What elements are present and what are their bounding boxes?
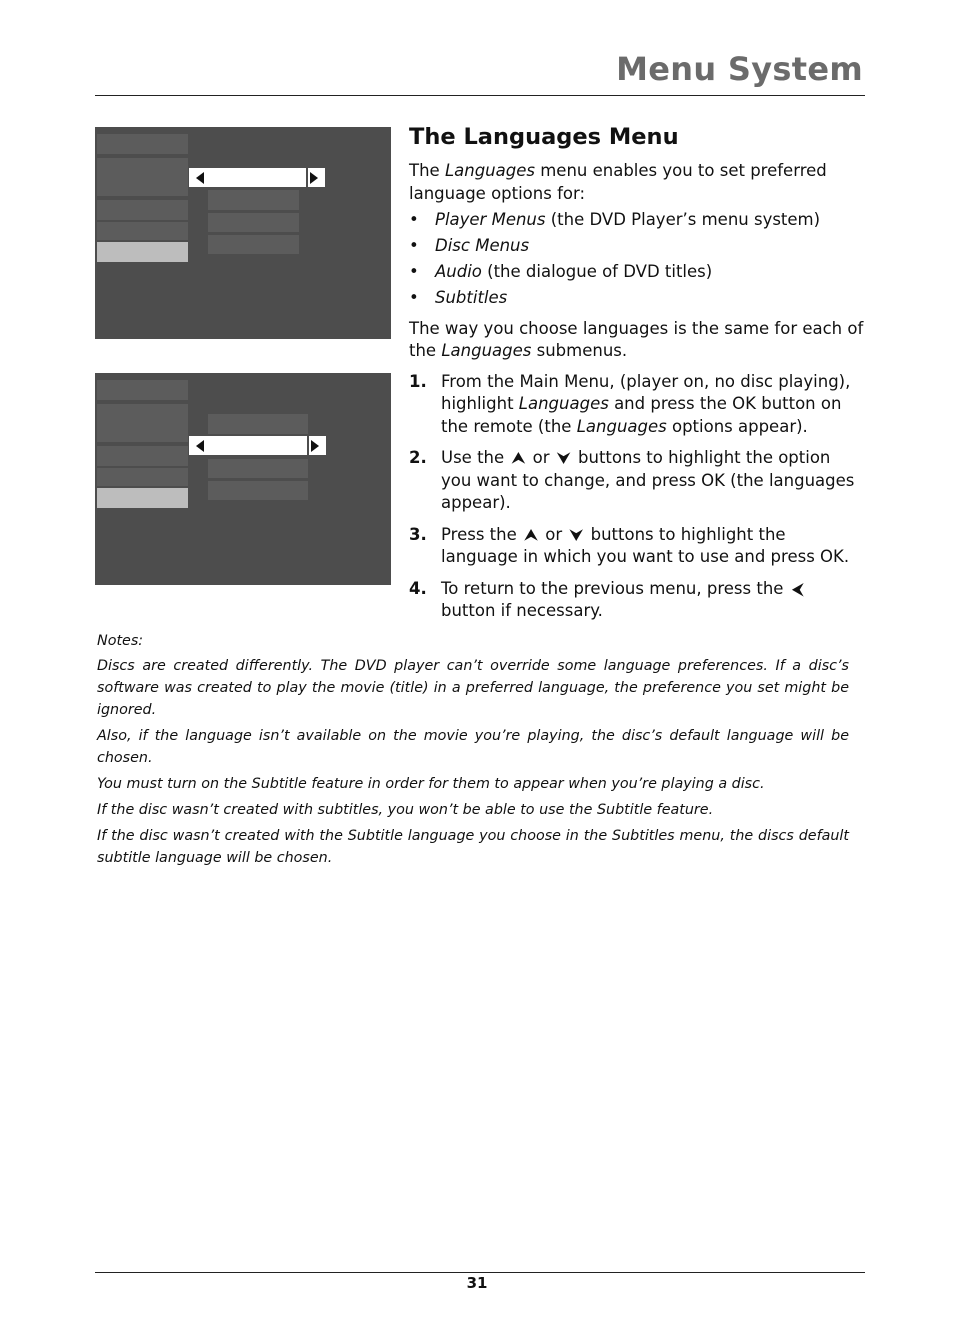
submenu-block [208, 414, 308, 434]
menu-block [97, 380, 188, 400]
menu-block [97, 446, 188, 466]
menu-block-highlighted [97, 242, 188, 262]
languages-menu-section [409, 122, 865, 632]
right-arrow-icon [311, 440, 319, 452]
menu-block [97, 200, 188, 220]
up-arrow-icon: ⮝ [512, 449, 525, 467]
selection-bar [189, 436, 326, 455]
menu-block [97, 404, 188, 442]
step-number: 4. [409, 578, 427, 598]
footer-rule [95, 1272, 865, 1273]
submenu-block [208, 459, 308, 478]
page-number: 31 [466, 1274, 488, 1292]
list-item: • Player Menus (the DVD Player’s menu system) [409, 209, 865, 232]
menu-block [97, 158, 188, 196]
menu-block-highlighted [97, 488, 188, 508]
step-number: 2. [409, 448, 427, 467]
step-number: 1. [409, 371, 427, 391]
language-options-list [409, 209, 865, 310]
note-item: Also, if the language isn’t available on the movie you’re playing, the disc’s default language will be chosen. [97, 728, 849, 766]
step-number: 3. [409, 524, 427, 544]
method-paragraph: The way you choose languages is the same for each of the Languages submenus. [409, 318, 864, 360]
steps-list [409, 371, 865, 623]
submenu-block [208, 190, 299, 210]
menu-block [97, 468, 188, 486]
submenu-block [208, 481, 308, 500]
left-arrow-icon [196, 172, 204, 184]
list-item: • Subtitles [409, 287, 865, 310]
down-arrow-icon: ⮟ [557, 449, 571, 467]
step-item: 2. Use the ⮝ or ⮟ buttons to highlight the option you want to change, and press OK (the languages appear). [409, 448, 855, 512]
left-arrow-icon [196, 440, 204, 452]
languages-menu-screen-1 [95, 127, 391, 339]
submenu-block [208, 235, 299, 254]
step-item: 1. From the Main Menu, (player on, no disc playing), highlight Languages and press the OK button on the remote (the Languages options appear). [409, 371, 851, 436]
notes-heading: Notes: [97, 633, 144, 649]
note-item: If the disc wasn’t created with subtitles, you won’t be able to use the Subtitle feature. [97, 802, 714, 818]
list-item: • Disc Menus [409, 235, 865, 258]
header-rule [95, 95, 865, 96]
step-item: 3. Press the ⮝ or ⮟ buttons to highlight the language in which you want to use and press OK. [409, 524, 850, 566]
languages-menu-screen-2 [95, 373, 391, 585]
section-title: The Languages Menu [409, 124, 679, 150]
note-item: If the disc wasn’t created with the Subtitle language you choose in the Subtitles menu, the discs default subtitle language will be chosen. [97, 828, 849, 866]
submenu-block [208, 213, 299, 232]
page-header-title: Menu System [616, 50, 863, 88]
menu-block [97, 222, 188, 240]
step-item: 4. To return to the previous menu, press the ⮜ button if necessary. [409, 578, 865, 623]
up-arrow-icon: ⮝ [524, 525, 538, 544]
note-item: You must turn on the Subtitle feature in order for them to appear when you’re playing a disc. [97, 776, 765, 792]
selection-bar [189, 168, 325, 187]
notes-section [97, 630, 849, 873]
intro-paragraph: The Languages menu enables you to set preferred language options for: [409, 161, 827, 203]
down-arrow-icon: ⮟ [569, 525, 583, 544]
list-item: • Audio (the dialogue of DVD titles) [409, 261, 865, 284]
note-item: Discs are created differently. The DVD player can’t override some language preferences. If a disc’s software was created to play the movie (title) in a preferred language, the preference you set might be ignored. [97, 658, 849, 718]
right-arrow-icon [310, 172, 318, 184]
left-arrow-icon: ⮜ [792, 579, 803, 598]
menu-block [97, 134, 188, 154]
